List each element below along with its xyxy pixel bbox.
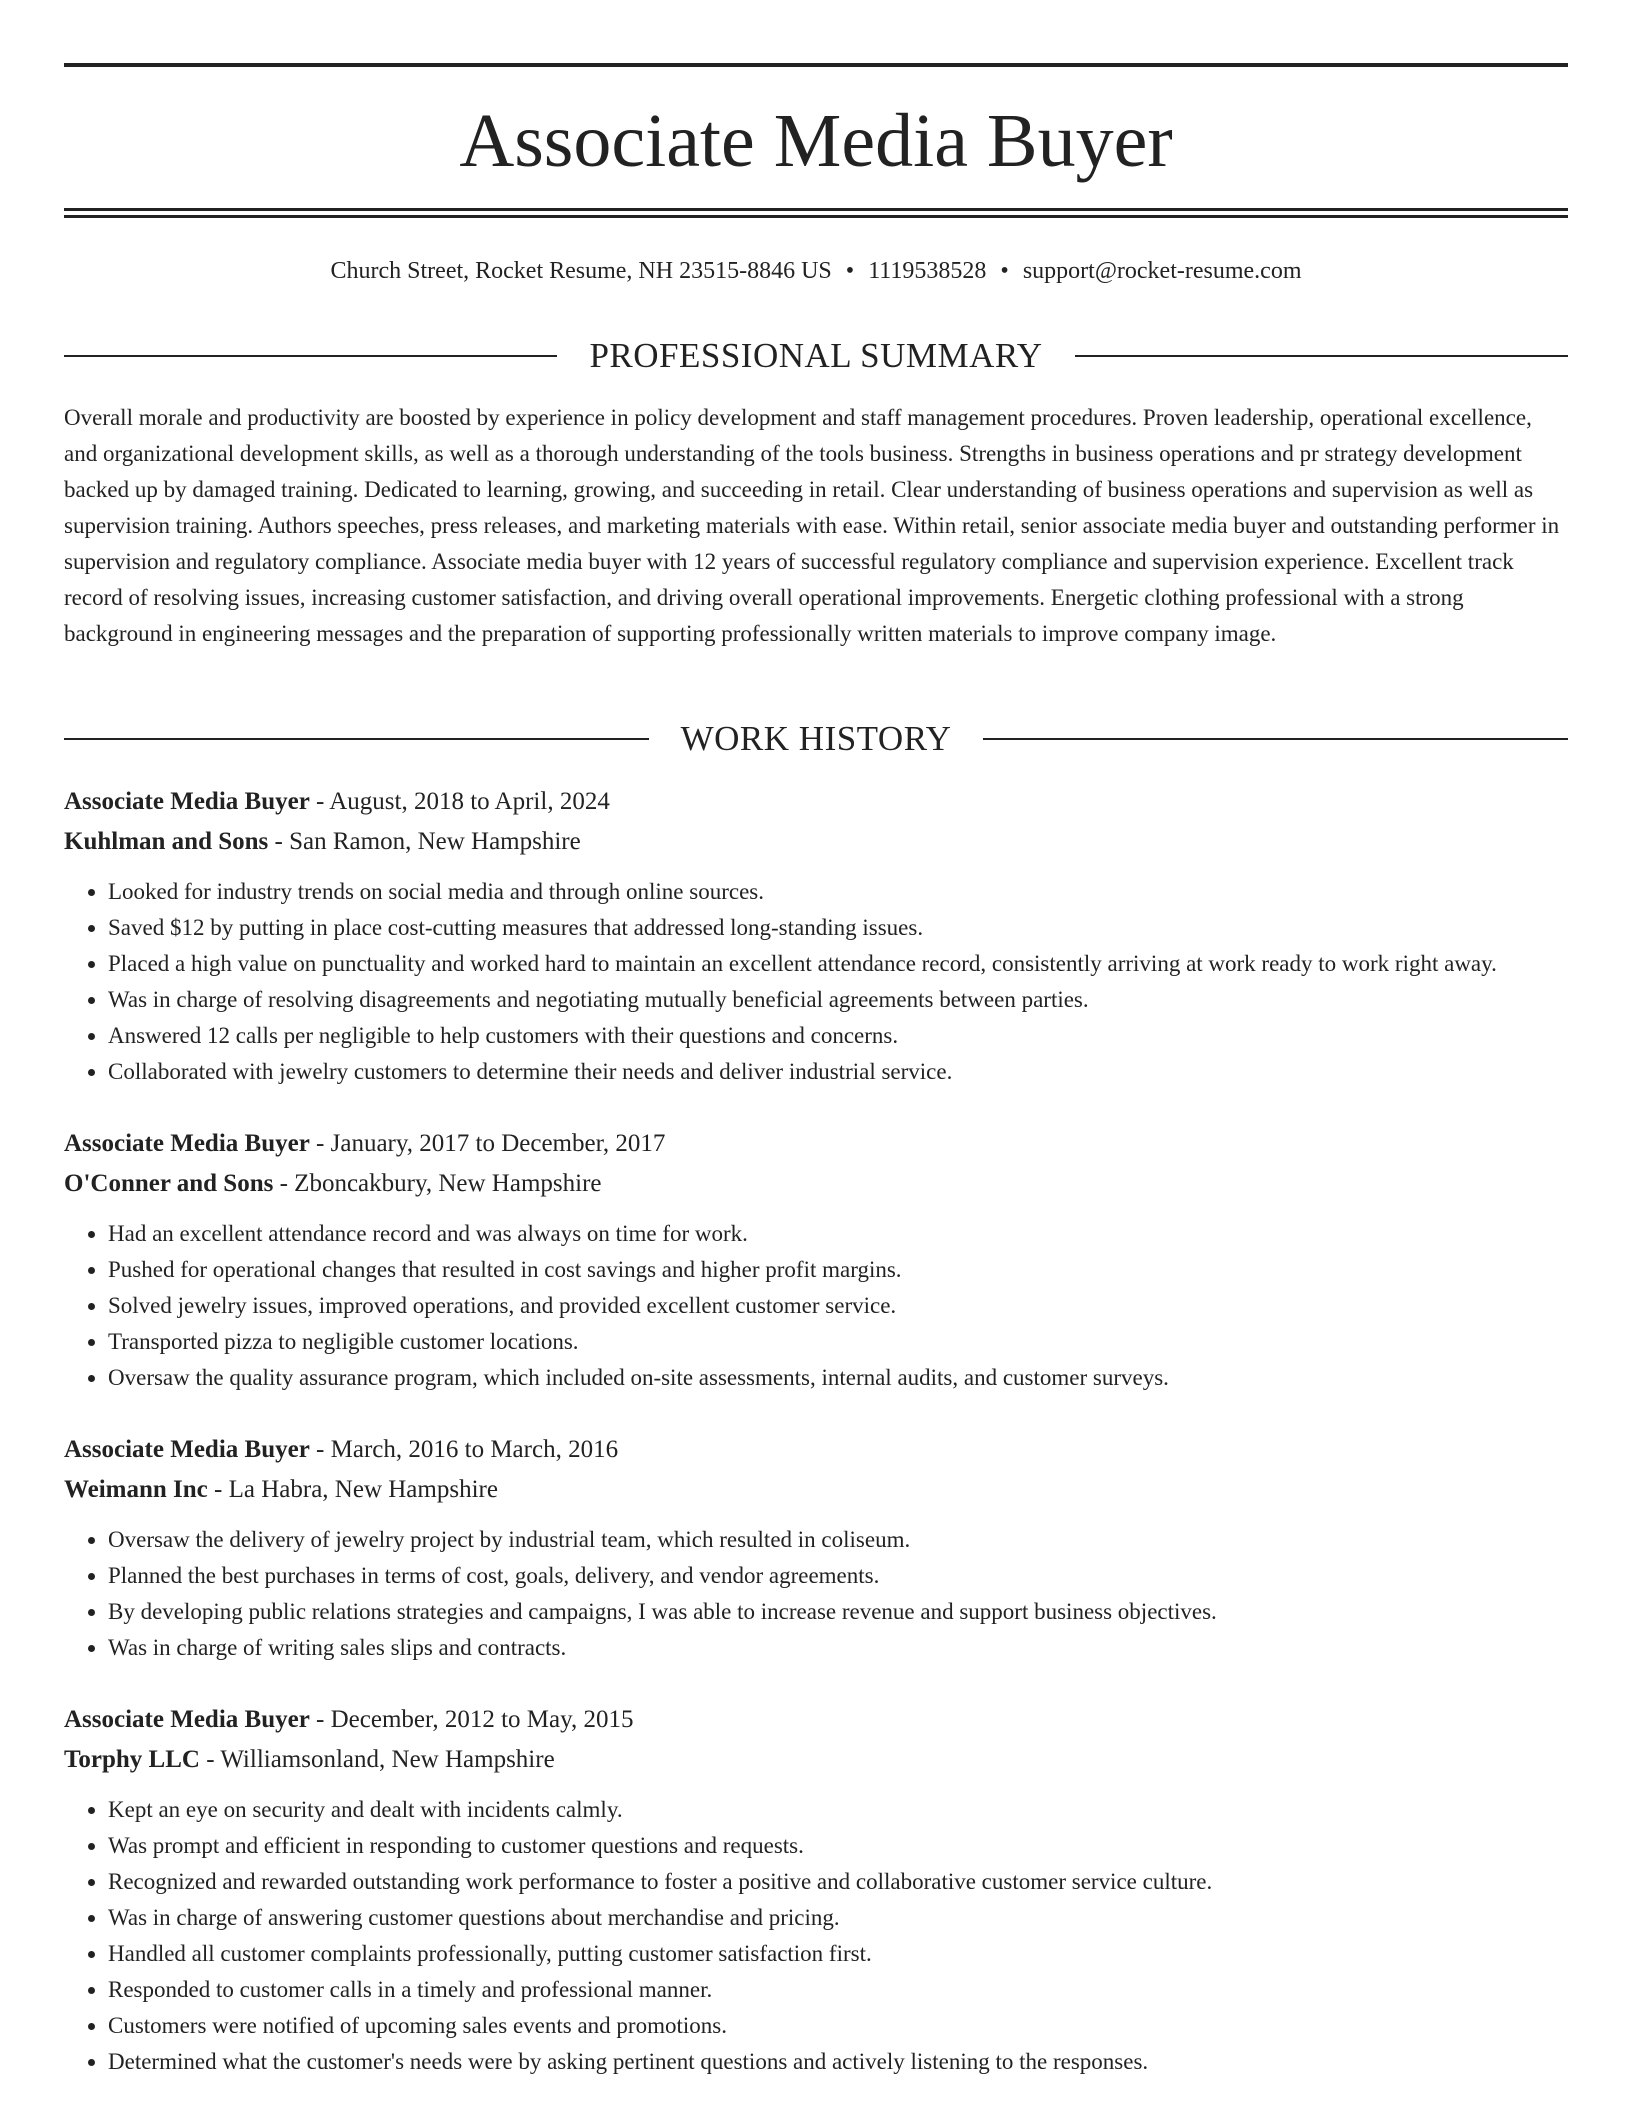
job-company: Kuhlman and Sons bbox=[64, 828, 269, 855]
job-bullet: • Placed a high value on punctuality and worked hard to maintain an excellent attendance record, consistently arriving at work ready to work right away. bbox=[108, 946, 1568, 982]
job-title: Associate Media Buyer bbox=[64, 788, 310, 815]
job-dash: - bbox=[316, 1706, 325, 1733]
job-dates: March, 2016 to March, 2016 bbox=[330, 1436, 619, 1463]
job-company: Torphy LLC bbox=[64, 1746, 200, 1773]
job-bullet-list bbox=[64, 1522, 1568, 1666]
job-location: Williamsonland, New Hampshire bbox=[220, 1746, 555, 1773]
job-bullet: • By developing public relations strategies and campaigns, I was able to increase revenue and support business objectives. bbox=[108, 1594, 1568, 1630]
job-location: San Ramon, New Hampshire bbox=[289, 828, 581, 855]
job-company-line bbox=[64, 1470, 1568, 1510]
job-bullet: • Oversaw the delivery of jewelry project by industrial team, which resulted in coliseum. bbox=[108, 1522, 1568, 1558]
job-location: Zboncakbury, New Hampshire bbox=[294, 1170, 602, 1197]
job-dash: - bbox=[214, 1476, 223, 1503]
job-bullet: • Pushed for operational changes that resulted in cost savings and higher profit margins. bbox=[108, 1252, 1568, 1288]
job-bullet: • Was in charge of answering customer questions about merchandise and pricing. bbox=[108, 1900, 1568, 1936]
contact-separator: • bbox=[845, 258, 855, 284]
job-title: Associate Media Buyer bbox=[64, 1706, 310, 1733]
header-bottom-rule-lower bbox=[64, 215, 1568, 218]
job-dash: - bbox=[316, 1436, 325, 1463]
job-dash: - bbox=[316, 1130, 325, 1157]
summary-text: Overall morale and productivity are boosted by experience in policy development and staff management procedures. Proven leadership, operational excellence, and organizational development skills, as well as a thorough understanding of the tools business. Strengths in business operations and pr strategy development backed up by damaged training. Dedicated to learning, growing, and succeeding in retail. Clear understanding of business operations and supervision as well as supervision training. Authors speeches, press releases, and marketing materials with ease. Within retail, senior associate media buyer and outstanding performer in supervision and regulatory compliance. Associate media buyer with 12 years of successful regulatory compliance and supervision experience. Excellent track record of resolving issues, increasing customer satisfaction, and driving overall operational improvements. Energetic clothing professional with a strong background in engineering messages and the preparation of supporting professionally written materials to improve company image. bbox=[64, 405, 1560, 646]
job-bullet: • Oversaw the quality assurance program, which included on-site assessments, internal audits, and customer surveys. bbox=[108, 1360, 1568, 1396]
job-bullet: • Had an excellent attendance record and was always on time for work. bbox=[108, 1216, 1568, 1252]
header-top-rule bbox=[64, 63, 1568, 67]
job-dash: - bbox=[279, 1170, 288, 1197]
job-company: Weimann Inc bbox=[64, 1476, 208, 1503]
job-dates: August, 2018 to April, 2024 bbox=[329, 788, 610, 815]
job-dash: - bbox=[274, 828, 283, 855]
page-title: Associate Media Buyer bbox=[459, 99, 1173, 183]
job-company: O'Conner and Sons bbox=[64, 1170, 274, 1197]
job-bullet: • Recognized and rewarded outstanding work performance to foster a positive and collaborative customer service culture. bbox=[108, 1864, 1568, 1900]
job-bullet: • Collaborated with jewelry customers to determine their needs and deliver industrial service. bbox=[108, 1054, 1568, 1090]
job-location: La Habra, New Hampshire bbox=[228, 1476, 498, 1503]
job-dates: December, 2012 to May, 2015 bbox=[330, 1706, 634, 1733]
summary-heading bbox=[64, 334, 1568, 378]
heading-rule-left bbox=[64, 355, 557, 357]
summary-heading-label: PROFESSIONAL SUMMARY bbox=[589, 336, 1043, 375]
job-dash: - bbox=[316, 788, 325, 815]
job-title-line bbox=[64, 1430, 1568, 1470]
job-title-line bbox=[64, 782, 1568, 822]
job-bullet: • Responded to customer calls in a timely and professional manner. bbox=[108, 1972, 1568, 2008]
job-title: Associate Media Buyer bbox=[64, 1130, 310, 1157]
job-bullet: • Determined what the customer's needs were by asking pertinent questions and actively listening to the responses. bbox=[108, 2044, 1568, 2080]
job-bullet: • Kept an eye on security and dealt with incidents calmly. bbox=[108, 1792, 1568, 1828]
heading-rule-left bbox=[64, 738, 649, 740]
job-bullet-list bbox=[64, 874, 1568, 1090]
job-bullet: • Customers were notified of upcoming sales events and promotions. bbox=[108, 2008, 1568, 2044]
job-entry bbox=[64, 1124, 1568, 1396]
job-title-line bbox=[64, 1124, 1568, 1164]
job-bullet-list bbox=[64, 1216, 1568, 1396]
job-dash: - bbox=[206, 1746, 215, 1773]
job-entry bbox=[64, 1430, 1568, 1666]
job-bullet: • Was prompt and efficient in responding to customer questions and requests. bbox=[108, 1828, 1568, 1864]
job-bullet: • Looked for industry trends on social media and through online sources. bbox=[108, 874, 1568, 910]
job-bullet: • Transported pizza to negligible customer locations. bbox=[108, 1324, 1568, 1360]
job-bullet: • Planned the best purchases in terms of cost, goals, delivery, and vendor agreements. bbox=[108, 1558, 1568, 1594]
job-bullet: • Answered 12 calls per negligible to help customers with their questions and concerns. bbox=[108, 1018, 1568, 1054]
contact-address: Church Street, Rocket Resume, NH 23515-8846 US bbox=[330, 258, 832, 284]
job-list bbox=[64, 782, 1568, 2114]
contact-line bbox=[64, 254, 1568, 288]
job-entry bbox=[64, 1700, 1568, 2080]
job-company-line bbox=[64, 1164, 1568, 1204]
contact-phone: 1119538528 bbox=[868, 258, 987, 284]
job-company-line bbox=[64, 822, 1568, 862]
job-bullet: • Solved jewelry issues, improved operations, and provided excellent customer service. bbox=[108, 1288, 1568, 1324]
job-title: Associate Media Buyer bbox=[64, 1436, 310, 1463]
job-entry bbox=[64, 782, 1568, 1090]
job-bullet: • Saved $12 by putting in place cost-cutting measures that addressed long-standing issues. bbox=[108, 910, 1568, 946]
work-history-heading bbox=[64, 717, 1568, 761]
job-title-line bbox=[64, 1700, 1568, 1740]
job-bullet-list bbox=[64, 1792, 1568, 2080]
job-dates: January, 2017 to December, 2017 bbox=[330, 1130, 666, 1157]
contact-email: support@rocket-resume.com bbox=[1022, 258, 1302, 284]
header-bottom-rule-upper bbox=[64, 208, 1568, 211]
contact-separator: • bbox=[1000, 258, 1009, 284]
job-bullet: • Was in charge of writing sales slips and contracts. bbox=[108, 1630, 1568, 1666]
job-bullet: • Was in charge of resolving disagreements and negotiating mutually beneficial agreements between parties. bbox=[108, 982, 1568, 1018]
job-company-line bbox=[64, 1740, 1568, 1780]
job-bullet: • Handled all customer complaints professionally, putting customer satisfaction first. bbox=[108, 1936, 1568, 1972]
work-history-heading-label: WORK HISTORY bbox=[680, 719, 952, 758]
heading-rule-right bbox=[983, 738, 1568, 740]
heading-rule-right bbox=[1075, 355, 1568, 357]
